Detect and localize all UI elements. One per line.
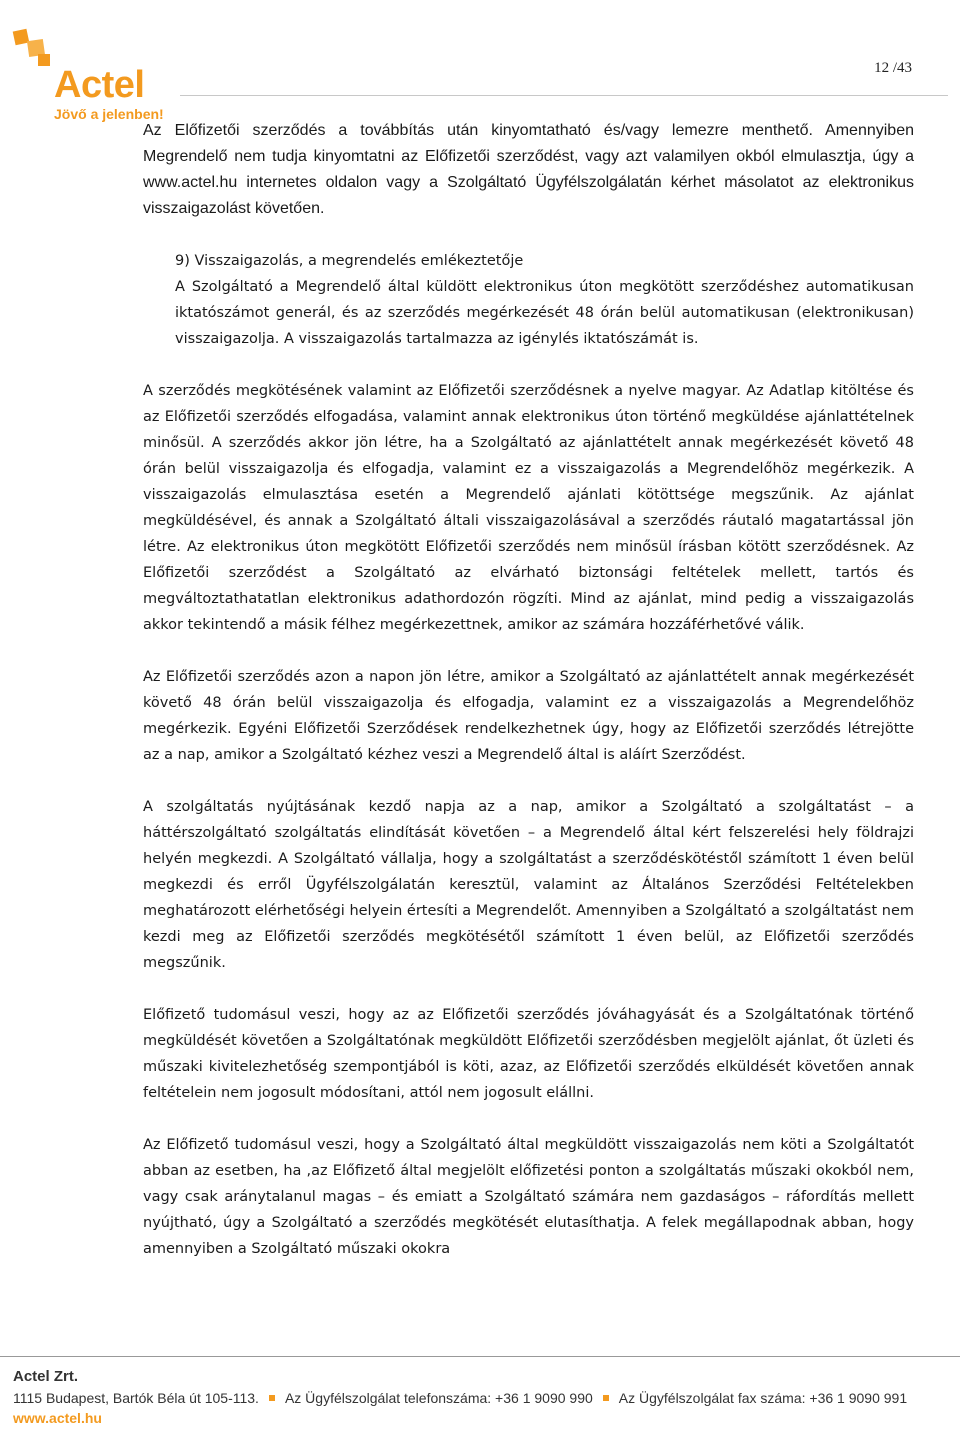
section-heading: 9) Visszaigazolás, a megrendelés emlékeztetője [175, 253, 524, 269]
bullet-icon [603, 1395, 609, 1401]
body-paragraph: A szolgáltatás nyújtásának kezdő napja az a nap, amikor a Szolgáltató a szolgáltatást – a háttérszolgáltató szolgáltatás elindítását követően – a Megrendelő által kért felszerelési hely földrajzi helyén megkezdi. A Szolgáltató vállalja, hogy a szolgáltatást a szerződéskötéstől számított 1 éven belül megkezdi és erről Ügyfélszolgálatán keresztül, valamint az Általános Szerződési Feltételekben meghatározott elérhetőségi helyein értesíti a Megrendelőt. Amennyiben a Szolgáltató a szolgáltatást nem kezdi meg az Előfizetői szerződés megkötésétől számított 1 éven belül, az Előfizetői szerződés megszűnik. [143, 799, 914, 971]
body-paragraph: Az Előfizető tudomásul veszi, hogy a Szolgáltató által megküldött visszaigazolás nem köti a Szolgáltatót abban az esetben, ha ,az Előfizető által megjelölt előfizetési ponton a szolgáltatás műszaki okokból nem, vagy csak aránytalanul magas – és emiatt a Szolgáltató számára nem gazdaságos – ráfordítás mellett nyújtható, úgy a Szolgáltató a szerződés megkötését elutasíthatja. A felek megállapodnak abban, hogy amennyiben a Szolgáltató műszaki okokra [143, 1137, 914, 1257]
footer-divider [0, 1356, 960, 1357]
logo-wordmark: Actel [54, 64, 145, 106]
header-divider [180, 95, 948, 96]
footer-phone: Az Ügyfélszolgálat telefonszáma: +36 1 9090 990 [284, 1390, 593, 1406]
bullet-icon [269, 1395, 275, 1401]
page-footer [13, 1366, 958, 1428]
footer-fax: Az Ügyfélszolgálat fax száma: +36 1 9090 991 [618, 1390, 908, 1406]
logo-tagline: Jövő a jelenben! [54, 106, 164, 122]
intro-paragraph: Az Előfizetői szerződés a továbbítás után kinyomtatható és/vagy lemezre menthető. Amennyiben Megrendelő nem tudja kinyomtatni az Előfizetői szerződést, vagy azt valamilyen okból elmulasztja, úgy a www.actel.hu internetes oldalon vagy a Szolgáltató Ügyfélszolgálatán kérhet másolatot az elektronikus visszaigazolást követően. [143, 122, 914, 217]
body-paragraph: Előfizető tudomásul veszi, hogy az az Előfizetői szerződés jóváhagyását és a Szolgáltatónak történő megküldését követően a Szolgáltatónak megküldött Előfizetői szerződésben megjelölt ajánlat, őt üzleti és műszaki kivitelezhetőség szempontjából is köti, azaz, az Előfizetői szerződés elküldését követően annak feltételein nem jogosult módosítani, attól nem jogosult elállni. [143, 1007, 914, 1101]
actel-logo [12, 26, 192, 122]
footer-address: 1115 Budapest, Bartók Béla út 105-113. [13, 1390, 259, 1406]
body-paragraph: Az Előfizetői szerződés azon a napon jön létre, amikor a Szolgáltató az ajánlattételt annak megérkezését követő 48 órán belül visszaigazolja és elfogadja, valamint ez a visszaigazolás a Megrendelőhöz megérkezik. Egyéni Előfizetői Szerződések rendelkezhetnek úgy, hogy az Előfizetői szerződés létrejötte az a nap, amikor a Szolgáltató kézhez veszi a Megrendelő által is aláírt Szerződést. [143, 669, 914, 763]
footer-company: Actel Zrt. [13, 1368, 79, 1385]
section-paragraph: A Szolgáltató a Megrendelő által küldött elektronikus úton megkötött szerződéshez automatikusan iktatószámot generál, és az szerződés megérkezését 48 órán belül automatikusan (elektronikusan) visszaigazolja. A visszaigazolás tartalmazza az igénylés iktatószámát is. [175, 279, 914, 347]
document-body [143, 118, 914, 1288]
page-number: 12 /43 [874, 60, 912, 76]
footer-contact-line [13, 1388, 958, 1408]
body-paragraph: A szerződés megkötésének valamint az Előfizetői szerződésnek a nyelve magyar. Az Adatlap kitöltése és az Előfizetői szerződés elfogadása, valamint annak elektronikus úton történő megküldése ajánlattételnek minősül. A szerződés akkor jön létre, ha a Szolgáltató az ajánlattételt annak megérkezését követő 48 órán belül visszaigazolja és elfogadja, valamint ez a visszaigazolás a Megrendelőhöz megérkezik. A visszaigazolás elmulasztása esetén a Megrendelő ajánlati kötöttsége megszűnik. Az ajánlat megküldésével, és annak a Szolgáltató általi visszaigazolásával a szerződés ráutaló magatartással jön létre. Az elektronikus úton megkötött Előfizetői szerződés nem minősül írásban kötött szerződésnek. Az Előfizetői szerződést a Szolgáltató az elvárható biztonsági feltételek mellett, tartós és megváltoztathatatlan elektronikus adathordozón rögzíti. Mind az ajánlat, mind pedig a visszaigazolás akkor tekintendő a másik félhez megérkezettnek, amikor az számára hozzáférhetővé válik. [143, 383, 914, 633]
footer-website: www.actel.hu [13, 1410, 102, 1426]
